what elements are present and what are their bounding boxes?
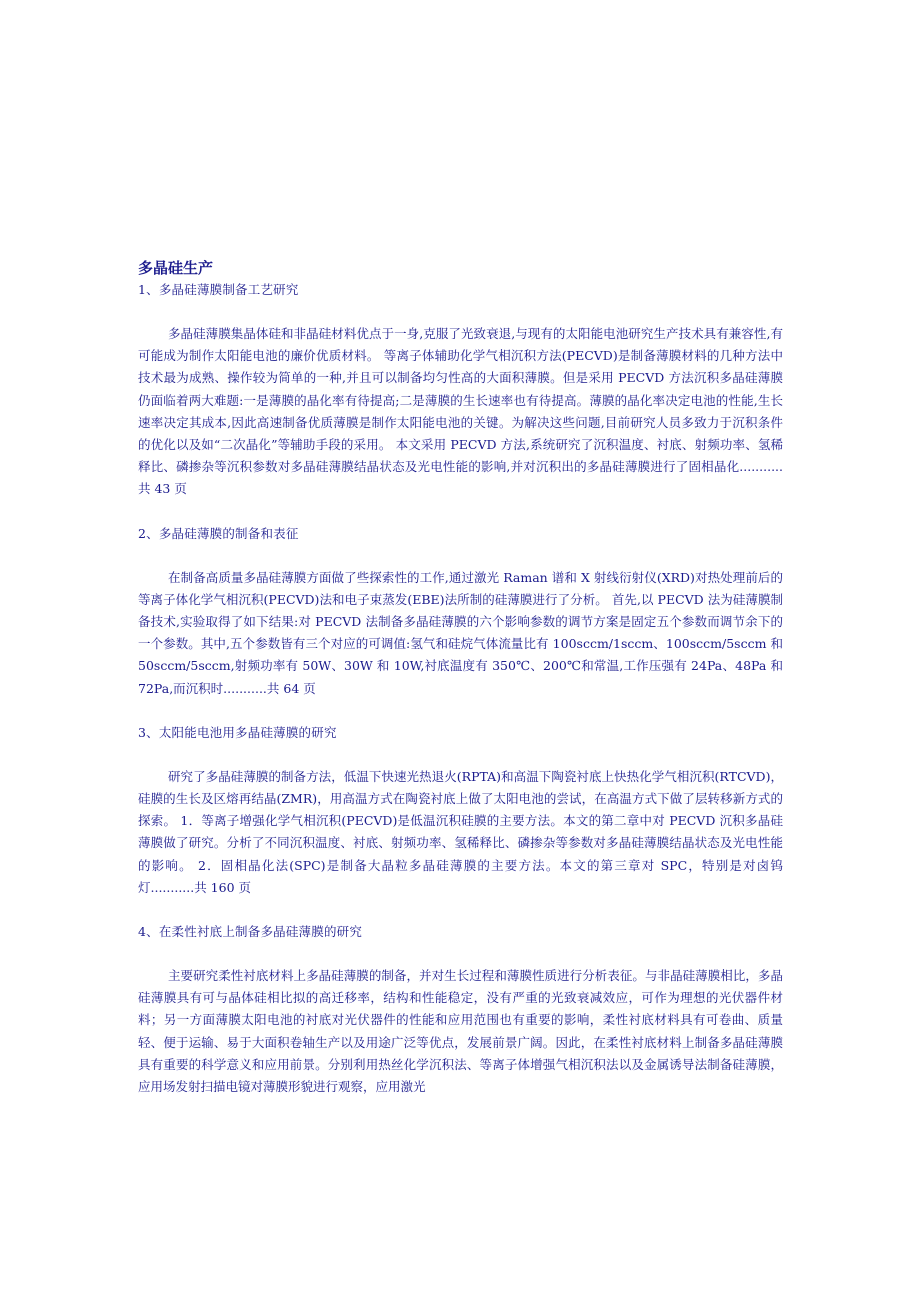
section-1 [138, 279, 783, 523]
section-body: 多晶硅薄膜集晶体硅和非晶硅材料优点于一身,克服了光致衰退,与现有的太阳能电池研究生产技术具有兼容性,有可能成为制作太阳能电池的廉价优质材料。 等离子体辅助化学气相沉积方法(PECVD)是制备薄膜材料的几种方法中技术最为成熟、操作较为简单的一种,并且可以制备均匀性高的大面积薄膜。但是采用 PECVD 方法沉积多晶硅薄膜仍面临着两大难题:一是薄膜的晶化率有待提高;二是薄膜的生长速率也有待提高。薄膜的晶化率决定电池的性能,生长速率决定其成本,因此高速制备优质薄膜是制作太阳能电池的关键。为解决这些问题,目前研究人员多致力于沉积条件的优化以及如“二次晶化”等辅助手段的采用。 本文采用 PECVD 方法,系统研究了沉积温度、衬底、射频功率、氢稀释比、磷掺杂等沉积参数对多晶硅薄膜结晶状态及光电性能的影响,并对沉积出的多晶硅薄膜进行了固相晶化...........共 43 页 [138, 326, 783, 497]
section-heading: 3、太阳能电池用多晶硅薄膜的研究 [138, 724, 337, 740]
section-body: 在制备高质量多晶硅薄膜方面做了些探索性的工作,通过激光 Raman 谱和 X 射线衍射仪(XRD)对热处理前后的等离子体化学气相沉积(PECVD)法和电子束蒸发(EBE)法所制的硅薄膜进行了分析。 首先,以 PECVD 法为硅薄膜制备技术,实验取得了如下结果:对 PECVD 法制备多晶硅薄膜的六个影响参数的调节方案是固定五个参数而调节余下的一个参数。其中,五个参数皆有三个对应的可调值:氢气和硅烷气体流量比有 100sccm/1sccm、100sccm/5sccm 和 50sccm/5sccm,射频功率有 50W、30W 和 10W,衬底温度有 350℃、200℃和常温,工作压强有 24Pa、48Pa 和 72Pa,而沉积时...........共 64 页 [138, 569, 783, 696]
document-page [138, 257, 783, 1098]
section-2 [138, 523, 783, 722]
section-4 [138, 921, 783, 1098]
section-3 [138, 722, 783, 921]
section-body: 主要研究柔性衬底材料上多晶硅薄膜的制备，并对生长过程和薄膜性质进行分析表征。与非晶硅薄膜相比，多晶硅薄膜具有可与晶体硅相比拟的高迁移率，结构和性能稳定，没有严重的光致衰减效应，可作为理想的光伏器件材料；另一方面薄膜太阳电池的衬底对光伏器件的性能和应用范围也有重要的影响，柔性衬底材料具有可卷曲、质量轻、便于运输、易于大面积卷轴生产以及用途广泛等优点，发展前景广阔。因此，在柔性衬底材料上制备多晶硅薄膜具有重要的科学意义和应用前景。分别利用热丝化学沉积法、等离子体增强气相沉积法以及金属诱导法制备硅薄膜，应用场发射扫描电镜对薄膜形貌进行观察，应用激光 [138, 968, 783, 1095]
section-heading: 4、在柔性衬底上制备多晶硅薄膜的研究 [138, 924, 363, 940]
section-body: 研究了多晶硅薄膜的制备方法，低温下快速光热退火(RPTA)和高温下陶瓷衬底上快热化学气相沉积(RTCVD)，硅膜的生长及区熔再结晶(ZMR)，用高温方式在陶瓷衬底上做了太阳电池的尝试，在高温方式下做了层转移新方式的探索。 1．等离子增强化学气相沉积(PECVD)是低温沉积硅膜的主要方法。本文的第二章中对 PECVD 沉积多晶硅薄膜做了研究。分析了不同沉积温度、衬底、射频功率、氢稀释比、磷掺杂等参数对多晶硅薄膜结晶状态及光电性能的影响。 2．固相晶化法(SPC)是制备大晶粒多晶硅薄膜的主要方法。本文的第三章对 SPC，特别是对卤钨灯...........共 160 页 [138, 768, 783, 895]
section-heading: 1、多晶硅薄膜制备工艺研究 [138, 282, 299, 297]
document-title: 多晶硅生产 [138, 259, 214, 277]
section-heading: 2、多晶硅薄膜的制备和表征 [138, 525, 299, 541]
